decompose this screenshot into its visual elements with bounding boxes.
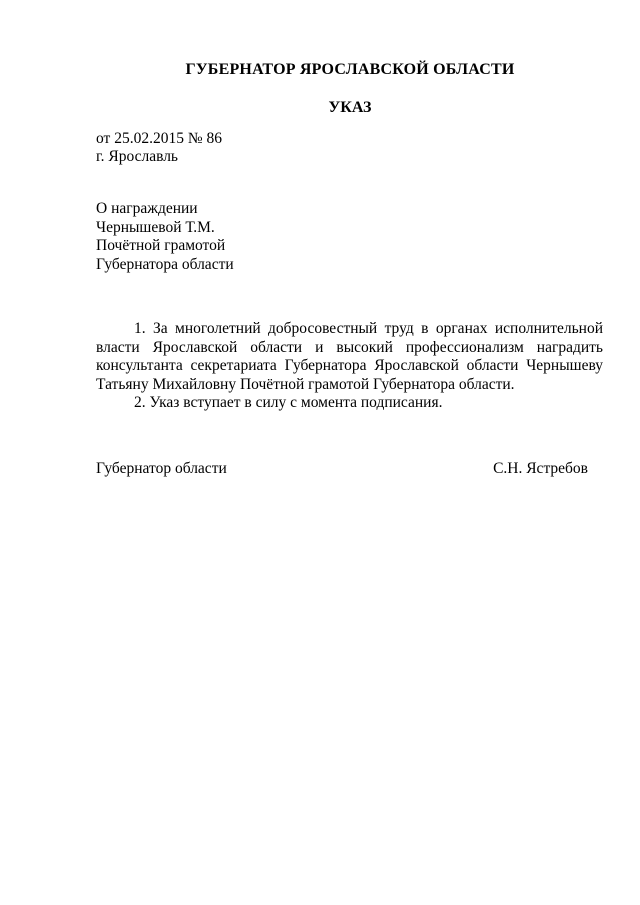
body-paragraph: 2. Указ вступает в силу с момента подписания. <box>134 394 443 411</box>
subject-line: Почётной грамотой <box>96 237 226 254</box>
document-city: г. Ярославль <box>96 148 178 165</box>
subject-line: Чернышевой Т.М. <box>96 218 215 236</box>
document-authority-title: ГУБЕРНАТОР ЯРОСЛАВСКОЙ ОБЛАСТИ <box>185 61 515 78</box>
document-subject <box>96 200 234 274</box>
document-type-title: УКАЗ <box>328 99 372 116</box>
document-date-number: от 25.02.2015 № 86 <box>96 130 222 147</box>
signature-position: Губернатор области <box>96 460 227 477</box>
body-paragraph: 1. За многолетний добросовестный труд в органах исполнительной власти Ярославской области и высокий профессионализм наградить консультанта секретариата Губернатора Ярославской области Чернышеву Татьяну Михайловну Почётной грамотой Губернатора области. <box>96 320 603 393</box>
subject-line: О награждении <box>96 200 198 217</box>
signature-name: С.Н. Ястребов <box>493 460 588 477</box>
document-body <box>96 320 603 413</box>
subject-line: Губернатора области <box>96 255 234 273</box>
